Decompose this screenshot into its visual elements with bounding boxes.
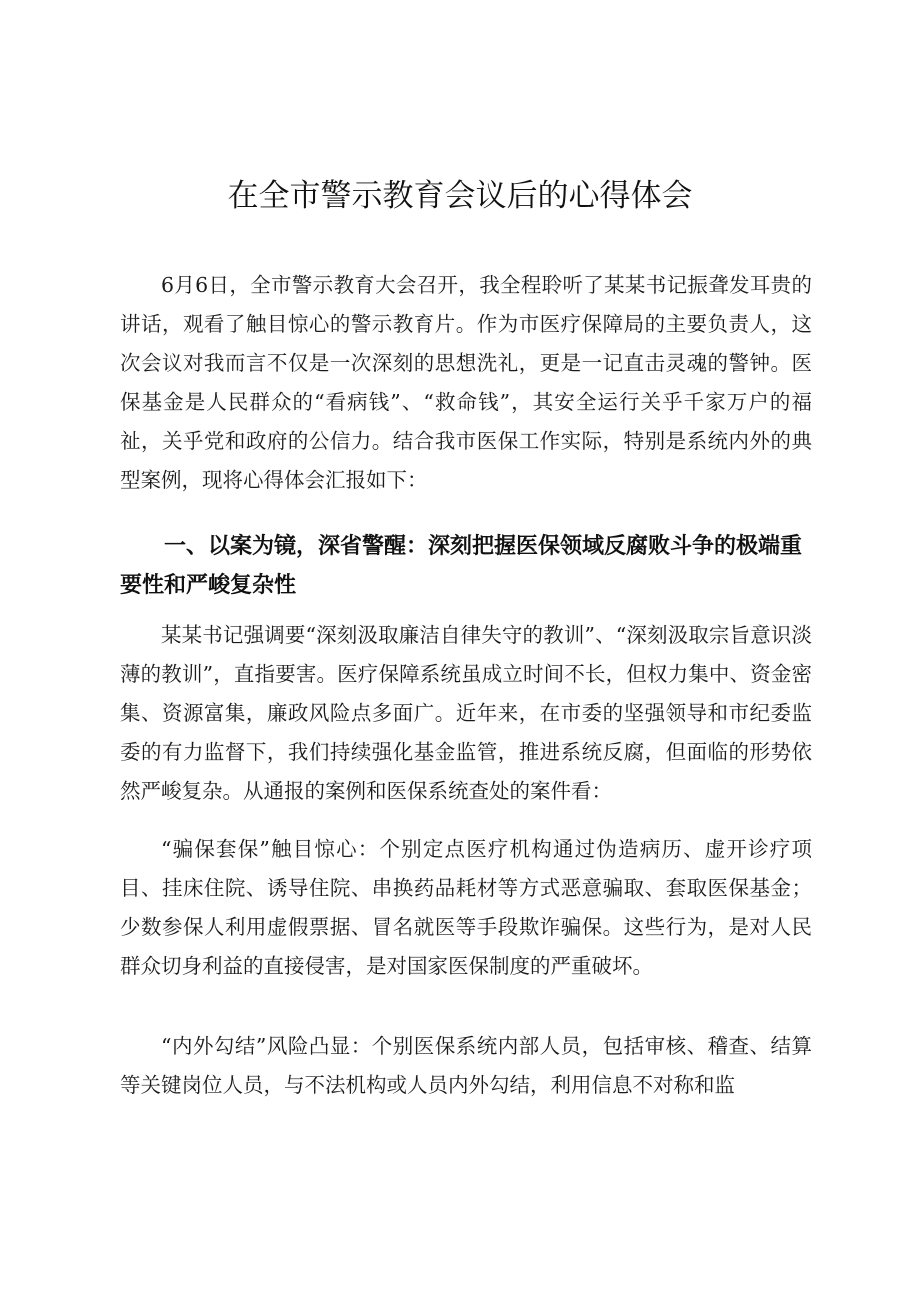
document-title: 在全市警示教育会议后的心得体会: [227, 178, 693, 214]
section-heading: 一、以案为镜，深省警醒：深刻把握医保领域反腐败斗争的极端重要性和严峻复杂性: [120, 534, 803, 598]
intro-paragraph: 6月6日，全市警示教育大会召开，我全程聆听了某某书记振聋发耳贵的讲话，观看了触目惊心的警示教育片。作为市医疗保障局的主要负责人，这次会议对我而言不仅是一次深刻的思想洗礼，更是一记直击灵魂的警钟。医保基金是人民群众的“看病钱”、“救命钱”，其安全运行关乎千家万户的福祉，关乎党和政府的公信力。结合我市医保工作实际，特别是系统内外的典型案例，现将心得体会汇报如下：: [120, 273, 812, 492]
collusion-paragraph: “内外勾结”风险凸显：个别医保系统内部人员，包括审核、稽查、结算等关键岗位人员，与不法机构或人员内外勾结，利用信息不对称和监: [120, 1034, 812, 1097]
section-paragraph: 某某书记强调要“深刻汲取廉洁自律失守的教训”、“深刻汲取宗旨意识淡薄的教训”，直指要害。医疗保障系统虽成立时间不长，但权力集中、资金密集、资源富集，廉政风险点多面广。近年来，在市委的坚强领导和市纪委监委的有力监督下，我们持续强化基金监管，推进系统反腐，但面临的形势依然严峻复杂。从通报的案例和医保系统查处的案件看：: [120, 623, 812, 803]
fraud-paragraph: “骗保套保”触目惊心：个别定点医疗机构通过伪造病历、虚开诊疗项目、挂床住院、诱导住院、串换药品耗材等方式恶意骗取、套取医保基金；少数参保人利用虚假票据、冒名就医等手段欺诈骗保。这些行为，是对人民群众切身利益的直接侵害，是对国家医保制度的严重破坏。: [120, 837, 812, 978]
